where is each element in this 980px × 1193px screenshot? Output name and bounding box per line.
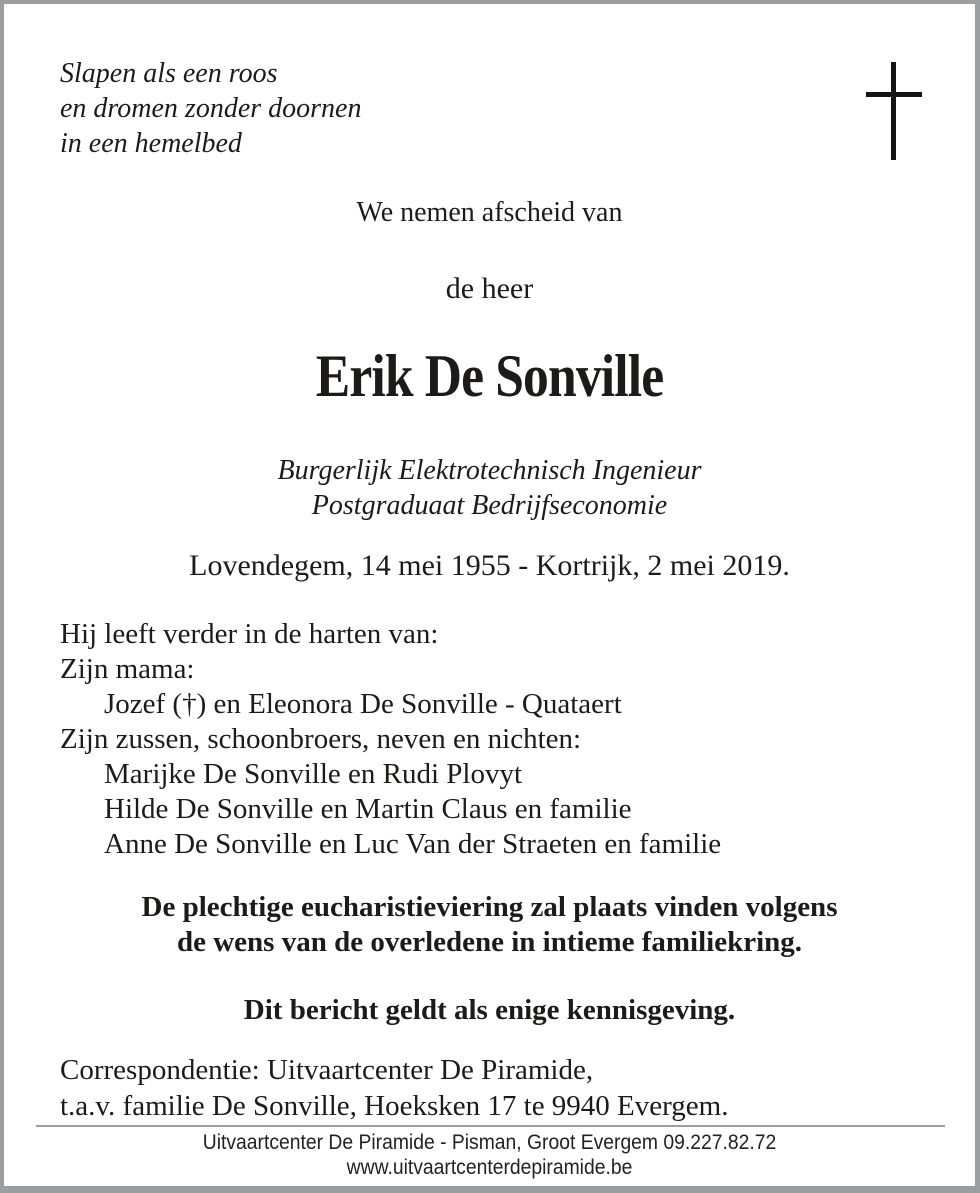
intro-text: We nemen afscheid van [356, 197, 623, 228]
notice-text: Dit bericht geldt als enige kennisgeving. [243, 994, 736, 1026]
cross-horizontal-bar [866, 92, 922, 97]
group-label: Zijn mama: [60, 653, 195, 685]
profession-line: Burgerlijk Elektrotechnisch Ingenieur [277, 455, 702, 486]
title-prefix: de heer [445, 272, 534, 305]
correspondence-line: Correspondentie: Uitvaartcenter De Piramide, [60, 1054, 594, 1086]
poem [60, 56, 361, 161]
cross-vertical-bar [891, 62, 896, 160]
website-link[interactable]: www.uitvaartcenterdepiramide.be [346, 1156, 633, 1179]
correspondence-address [60, 1052, 728, 1124]
poem-line: en dromen zonder doornen [60, 93, 362, 124]
group-member: Marijke De Sonville en Rudi Plovyt [104, 758, 523, 790]
funeral-home-info: Uitvaartcenter De Piramide - Pisman, Groot Evergem 09.227.82.72 [202, 1131, 777, 1154]
poem-line: Slapen als een roos [60, 58, 278, 89]
ceremony-line: De plechtige eucharistieviering zal plaats vinden volgens [141, 891, 838, 923]
ceremony-text [4, 890, 975, 960]
profession [4, 453, 975, 523]
obituary-notice [4, 4, 975, 1186]
ceremony-line: de wens van de overledene in intieme familiekring. [176, 926, 803, 958]
life-dates: Lovendegem, 14 mei 1955 - Kortrijk, 2 mei 2019. [189, 549, 790, 582]
survivors-list [60, 617, 721, 862]
group-member: Anne De Sonville en Luc Van der Straeten en familie [104, 828, 722, 860]
correspondence-line: t.a.v. familie De Sonville, Hoeksken 17 te 9940 Evergem. [60, 1090, 729, 1122]
profession-line: Postgraduaat Bedrijfseconomie [311, 490, 668, 521]
group-member: Jozef (†) en Eleonora De Sonville - Quataert [104, 688, 622, 720]
group-member: Hilde De Sonville en Martin Claus en familie [104, 793, 632, 825]
footer [43, 1130, 936, 1180]
survivors-heading: Hij leeft verder in de harten van: [60, 618, 439, 650]
group-label: Zijn zussen, schoonbroers, neven en nichten: [60, 723, 582, 755]
deceased-name: Erik De Sonville [315, 343, 664, 409]
footer-divider [36, 1125, 945, 1127]
cross-icon [866, 62, 922, 160]
poem-line: in een hemelbed [60, 128, 242, 159]
